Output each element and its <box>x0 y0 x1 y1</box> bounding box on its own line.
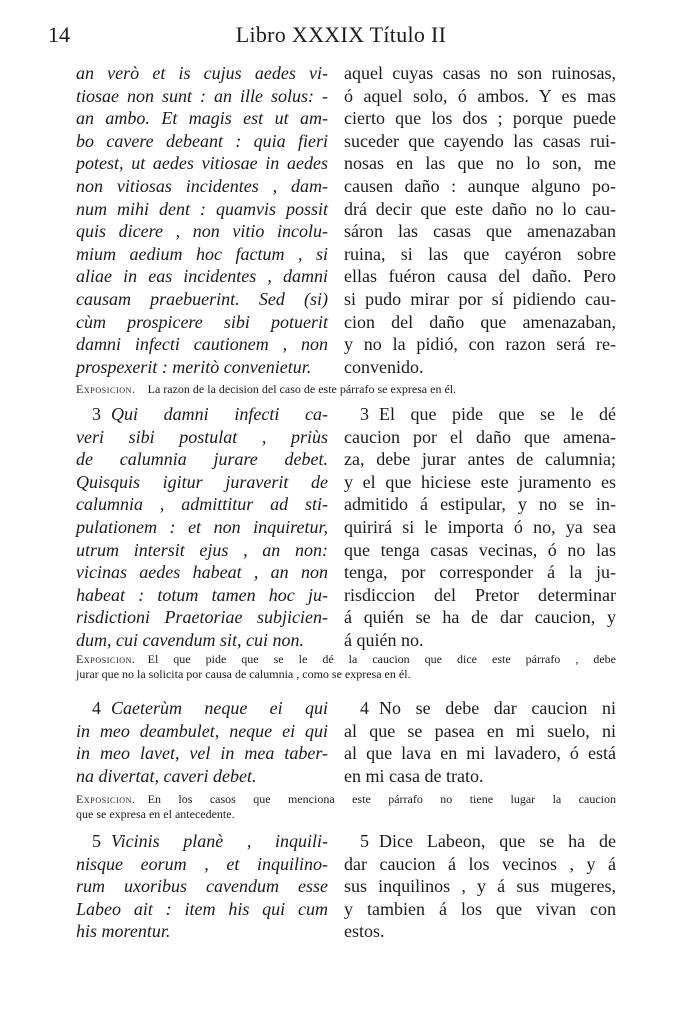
latin-column-text: aliae in eas incidentes , damni <box>76 266 328 287</box>
spanish-column-text: tenga, por corresponder á la ju- <box>344 562 616 583</box>
spanish-column-text: al que lava en mi lavadero, ó está <box>344 743 616 764</box>
latin-column-line <box>76 561 328 584</box>
latin-column <box>76 830 328 943</box>
latin-column-line <box>76 898 328 921</box>
spanish-column-line <box>344 765 616 788</box>
latin-column-line <box>76 471 328 494</box>
spanish-column-text: sáron las casas que amenazaban <box>344 221 616 242</box>
spanish-column-line <box>344 220 616 243</box>
latin-column-text: damni infecti cautionem , non <box>76 334 328 355</box>
spanish-column-text: y el que hiciese este juramento es <box>344 471 616 492</box>
spanish-column-text: No se debe dar caucion ni <box>379 698 616 718</box>
paragraph-number: 3 <box>360 404 369 424</box>
exposition-text: que se expresa en el antecedente. <box>76 807 235 821</box>
spanish-column-line <box>344 561 616 584</box>
spanish-column-line <box>344 243 616 266</box>
spanish-column-text: á quién no. <box>344 629 424 650</box>
spanish-column <box>344 697 616 787</box>
spanish-column-text: caucion por el daño que amena- <box>344 426 616 447</box>
spanish-column-text: causen daño : aunque alguno po- <box>344 175 616 196</box>
spanish-column-text: Dice Labeon, que se ha de <box>379 831 616 851</box>
latin-column-line <box>76 356 328 379</box>
spanish-column-text: risdiccion del Pretor determinar <box>344 584 616 605</box>
latin-column-line <box>76 875 328 898</box>
paragraph-number: 4 <box>360 698 369 718</box>
paragraph-number: 5 <box>92 831 101 851</box>
spanish-column <box>344 403 616 652</box>
latin-column-text: causam praebuerint. Sed (si) <box>76 288 328 309</box>
exposition-note <box>76 382 616 397</box>
latin-column-line <box>76 175 328 198</box>
page-header <box>0 22 682 52</box>
exposition-text: La razon de la decision del caso de este párrafo se expresa en él. <box>147 382 457 396</box>
spanish-column-text: ruina, si las que cayéron sobre <box>344 243 616 264</box>
latin-column-line <box>76 493 328 516</box>
latin-column-text: an ambo. Et magis est ut am- <box>76 108 328 129</box>
latin-column-text: his morentur. <box>76 921 171 942</box>
spanish-column-text: que tenga casas vecinas, ó no las <box>344 539 616 560</box>
spanish-column-line <box>344 62 616 85</box>
latin-column-text: quis dicere , non vitio incolu- <box>76 221 328 242</box>
spanish-column-line <box>344 175 616 198</box>
latin-column-line <box>76 130 328 153</box>
latin-column-text: pulationem : et non inquiretur, <box>76 516 328 537</box>
latin-column-line <box>76 62 328 85</box>
latin-column-text: bo cavere debeant : quia fieri <box>76 130 328 151</box>
spanish-column-text: al que se pasea en mi suelo, ni <box>344 720 616 741</box>
latin-column-text: num mihi dent : quamvis possit <box>76 198 328 219</box>
spanish-column-line <box>344 629 616 652</box>
latin-column-text: Qui damni infecti ca- <box>111 404 328 424</box>
latin-column <box>76 697 328 787</box>
latin-column <box>76 62 328 378</box>
spanish-column-text: suceder que cayendo las casas rui- <box>344 130 616 151</box>
latin-column-line <box>76 516 328 539</box>
page-number: 14 <box>48 22 70 47</box>
latin-column-text: potest, ut aedes vitiosae in aedes <box>76 153 328 174</box>
latin-column-text: cùm prospicere sibi potuerit <box>76 311 328 332</box>
latin-column-text: vicinas aedes habeat , an non <box>76 562 328 583</box>
spanish-column-line <box>344 920 616 943</box>
latin-column-text: Labeo ait : item his qui cum <box>76 898 328 919</box>
latin-column-line <box>76 697 328 720</box>
spanish-column-line <box>344 288 616 311</box>
exposition-label: Exposicion. <box>76 652 136 666</box>
exposition-text: En los casos que menciona este párrafo no tiene lugar la caucion <box>147 792 616 806</box>
latin-column-line <box>76 539 328 562</box>
spanish-column-line <box>344 403 616 426</box>
spanish-column-text: El que pide que se le dé <box>379 404 616 424</box>
latin-column-text: rum uxoribus cavendum esse <box>76 876 328 897</box>
spanish-column-line <box>344 898 616 921</box>
latin-column-text: tiosae non sunt : an ille solus: - <box>76 85 328 106</box>
exposition-label: Exposicion. <box>76 792 136 806</box>
spanish-column-line <box>344 426 616 449</box>
spanish-column-text: za, debe jurar antes de calumnia; <box>344 449 616 470</box>
latin-column-text: Caeterùm neque ei qui <box>111 698 328 718</box>
latin-column-line <box>76 220 328 243</box>
spanish-column-line <box>344 85 616 108</box>
spanish-column-line <box>344 720 616 743</box>
latin-column-line <box>76 584 328 607</box>
spanish-column <box>344 830 616 943</box>
latin-column-line <box>76 830 328 853</box>
exposition-line <box>76 382 616 397</box>
latin-column-text: veri sibi postulat , priùs <box>76 426 328 447</box>
spanish-column-line <box>344 311 616 334</box>
latin-column-text: in meo deambulet, neque ei qui <box>76 720 328 741</box>
latin-column-line <box>76 426 328 449</box>
latin-column-text: calumnia , admittitur ad sti- <box>76 494 328 515</box>
latin-column-line <box>76 311 328 334</box>
spanish-column-text: quirirá si le importa ó no, ya sea <box>344 516 616 537</box>
spanish-column-text: drá decir que este daño no lo cau- <box>344 198 616 219</box>
spanish-column-line <box>344 107 616 130</box>
spanish-column-text: y no la pidió, con razon será re- <box>344 334 616 355</box>
exposition-line <box>76 792 616 807</box>
latin-column-text: utrum intersit ejus , an non: <box>76 539 328 560</box>
spanish-column-line <box>344 516 616 539</box>
exposition-label: Exposicion. <box>76 382 136 396</box>
spanish-column-text: cierto que los dos ; porque puede <box>344 108 616 129</box>
latin-column-text: nisque eorum , et inquilino- <box>76 853 328 874</box>
spanish-column-line <box>344 198 616 221</box>
spanish-column-line <box>344 471 616 494</box>
spanish-column-line <box>344 448 616 471</box>
spanish-column-text: aquel cuyas casas no son ruinosas, <box>344 63 616 83</box>
latin-column-text: prospexerit : meritò convenietur. <box>76 356 312 377</box>
latin-column-text: mium aedium hoc factum , si <box>76 243 328 264</box>
latin-column-text: risdictioni Praetoriae subjicien- <box>76 607 328 628</box>
paragraph-number: 5 <box>360 831 369 851</box>
spanish-column-line <box>344 356 616 379</box>
spanish-column-line <box>344 539 616 562</box>
exposition-line <box>76 652 616 667</box>
latin-column-line <box>76 629 328 652</box>
latin-column-line <box>76 198 328 221</box>
exposition-text: jurar que no la solicita por causa de calumnia , como se expresa en él. <box>76 667 411 681</box>
latin-column-line <box>76 152 328 175</box>
spanish-column-line <box>344 333 616 356</box>
spanish-column-line <box>344 875 616 898</box>
spanish-column-text: estos. <box>344 921 385 942</box>
paragraph-number: 4 <box>92 698 101 718</box>
running-title: Libro XXXIX Título II <box>235 22 447 47</box>
latin-column-line <box>76 448 328 471</box>
latin-column-text: non vitiosas incidentes , dam- <box>76 175 328 196</box>
exposition-note <box>76 652 616 682</box>
paragraph-number: 3 <box>92 404 101 424</box>
spanish-column-text: nosas en las que no lo son, me <box>344 153 616 174</box>
exposition-text: El que pide que se le dé la caucion que dice este párrafo , debe <box>147 652 616 666</box>
spanish-column-text: ellas fuéron causa del daño. Pero <box>344 266 616 287</box>
spanish-column-text: si pudo mirar por sí pidiendo cau- <box>344 288 616 309</box>
spanish-column-line <box>344 130 616 153</box>
latin-column-text: Vicinis planè , inquili- <box>111 831 328 851</box>
spanish-column-line <box>344 853 616 876</box>
spanish-column-text: convenido. <box>344 356 424 377</box>
latin-column-line <box>76 243 328 266</box>
exposition-line <box>76 807 616 822</box>
spanish-column-line <box>344 265 616 288</box>
latin-column-text: an verò et is cujus aedes vi- <box>76 63 328 83</box>
latin-column-line <box>76 288 328 311</box>
spanish-column-line <box>344 830 616 853</box>
latin-column-line <box>76 853 328 876</box>
spanish-column-text: en mi casa de trato. <box>344 765 484 786</box>
latin-column-text: in meo lavet, vel in mea taber- <box>76 743 328 764</box>
latin-column-line <box>76 920 328 943</box>
latin-column-line <box>76 606 328 629</box>
spanish-column-text: sus inquilinos , y á sus mugeres, <box>344 876 616 897</box>
spanish-column-text: admitido á estipular, y no se in- <box>344 494 616 515</box>
spanish-column-line <box>344 606 616 629</box>
latin-column-line <box>76 107 328 130</box>
latin-column-line <box>76 765 328 788</box>
spanish-column-text: á quién se ha de dar caucion, y <box>344 607 616 628</box>
spanish-column <box>344 62 616 378</box>
latin-column-text: Quisquis igitur juraverit de <box>76 471 328 492</box>
latin-column-text: habeat : totum tamen hoc ju- <box>76 584 328 605</box>
latin-column-line <box>76 720 328 743</box>
exposition-line <box>76 667 616 682</box>
spanish-column-text: cion del daño que amenazaban, <box>344 311 616 332</box>
latin-column-line <box>76 85 328 108</box>
spanish-column-text: dar caucion á los vecinos , y á <box>344 853 616 874</box>
latin-column-line <box>76 333 328 356</box>
latin-column <box>76 403 328 652</box>
latin-column-line <box>76 403 328 426</box>
spanish-column-line <box>344 742 616 765</box>
latin-column-text: de calumnia jurare debet. <box>76 449 328 470</box>
spanish-column-line <box>344 697 616 720</box>
latin-column-text: dum, cui cavendum sit, cui non. <box>76 629 304 650</box>
latin-column-text: na divertat, caveri debet. <box>76 765 257 786</box>
spanish-column-text: y tambien á los que vivan con <box>344 898 616 919</box>
exposition-note <box>76 792 616 822</box>
latin-column-line <box>76 742 328 765</box>
spanish-column-text: ó aquel solo, ó ambos. Y es mas <box>344 85 616 106</box>
latin-column-line <box>76 265 328 288</box>
spanish-column-line <box>344 152 616 175</box>
spanish-column-line <box>344 584 616 607</box>
spanish-column-line <box>344 493 616 516</box>
